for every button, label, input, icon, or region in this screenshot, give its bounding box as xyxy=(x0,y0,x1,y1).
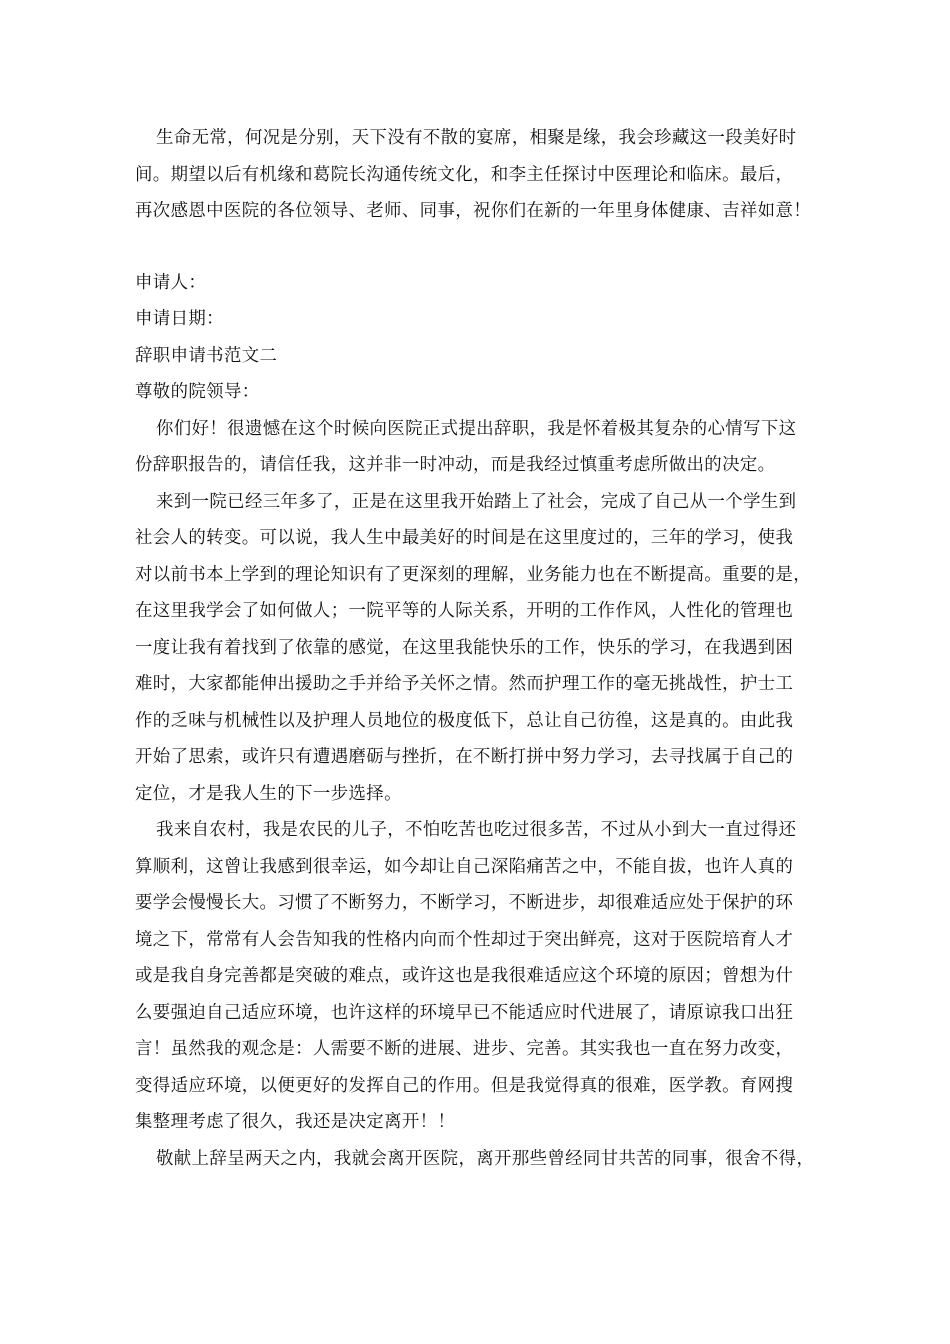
text-line: 间。期望以后有机缘和葛院长沟通传统文化，和李主任探讨中医理论和临床。最后， xyxy=(135,164,794,185)
text-line: 一度让我有着找到了依靠的感觉，在这里我能快乐的工作，快乐的学习，在我遇到困 xyxy=(135,637,794,658)
text-line: 我来自农村，我是农民的儿子，不怕吃苦也吃过很多苦，不过从小到大一直过得还 xyxy=(156,820,797,840)
text-line: 来到一院已经三年多了，正是在这里我开始踏上了社会，完成了自己从一个学生到 xyxy=(156,491,797,512)
paragraph-experience xyxy=(114,484,850,813)
text-line: 难时，大家都能伸出援助之手并给予关怀之情。然而护理工作的毫无挑战性，护士工 xyxy=(135,674,794,694)
text-line: 或是我自身完善都是突破的难点，或许这也是我很难适应这个环境的原因；曾想为什 xyxy=(135,966,794,986)
text-line: 社会人的转变。可以说，我人生中最美好的时间是在这里度过的，三年的学习，使我 xyxy=(135,528,794,548)
date-label: 申请日期： xyxy=(135,309,224,329)
paragraph-background xyxy=(114,812,850,1141)
text-line: 集整理考虑了很久，我还是决定离开！！ xyxy=(135,1112,456,1132)
text-line: 么要强迫自己适应环境，也许这样的环境早已不能适应时代进展了，请原谅我口出狂 xyxy=(135,1002,794,1023)
document-body xyxy=(114,120,850,1177)
paragraph-gap xyxy=(114,230,850,265)
applicant-label: 申请人： xyxy=(135,272,207,293)
paragraph-departure xyxy=(114,1141,850,1178)
text-line: 份辞职报告的，请信任我，这并非一时冲动，而是我经过慎重考虑所做出的决定。 xyxy=(135,455,776,475)
text-line: 生命无常，何况是分别，天下没有不散的宴席，相聚是缘，我会珍藏这一段美好时 xyxy=(156,128,797,148)
text-line: 开始了思索，或许只有遭遇磨砺与挫折，在不断打拼中努力学习，去寻找属于自己的 xyxy=(135,747,794,767)
text-line: 变得适应环境，以便更好的发挥自己的作用。但是我觉得真的很难，医学教。育网搜 xyxy=(135,1075,794,1096)
text-line: 再次感恩中医院的各位领导、老师、同事，祝你们在新的一年里身体健康、吉祥如意！ xyxy=(135,201,812,221)
text-line: 算顺利，这曾让我感到很幸运，如今却让自己深陷痛苦之中，不能自拔，也许人真的 xyxy=(135,856,794,877)
paragraph-farewell xyxy=(114,120,850,230)
text-line: 定位，才是我人生的下一步选择。 xyxy=(135,783,402,804)
text-line: 境之下，常常有人会告知我的性格内向而个性却过于突出鲜亮，这对于医院培育人才 xyxy=(135,929,794,950)
text-line: 作的乏味与机械性以及护理人员地位的极度低下，总让自己彷徨，这是真的。由此我 xyxy=(135,710,794,731)
text-line: 在这里我学会了如何做人；一院平等的人际关系，开明的工作作风，人性化的管理也 xyxy=(135,601,794,621)
text-line: 对以前书本上学到的理论知识有了更深刻的理解，业务能力也在不断提高。重要的是， xyxy=(135,564,812,585)
text-line: 你们好！很遗憾在这个时候向医院正式提出辞职，我是怀着极其复杂的心情写下这 xyxy=(156,418,797,439)
text-line: 要学会慢慢长大。习惯了不断努力，不断学习，不断进步，却很难适应处于保护的环 xyxy=(135,893,794,913)
salutation: 尊敬的院领导： xyxy=(135,382,260,402)
text-line: 言！虽然我的观念是：人需要不断的进展、进步、完善。其实我也一直在努力改变， xyxy=(135,1039,794,1059)
text-line: 敬献上辞呈两天之内，我就会离开医院，离开那些曾经同甘共苦的同事，很舍不得， xyxy=(156,1148,815,1169)
paragraph-greeting xyxy=(114,411,850,484)
section-title: 辞职申请书范文二 xyxy=(135,345,278,366)
